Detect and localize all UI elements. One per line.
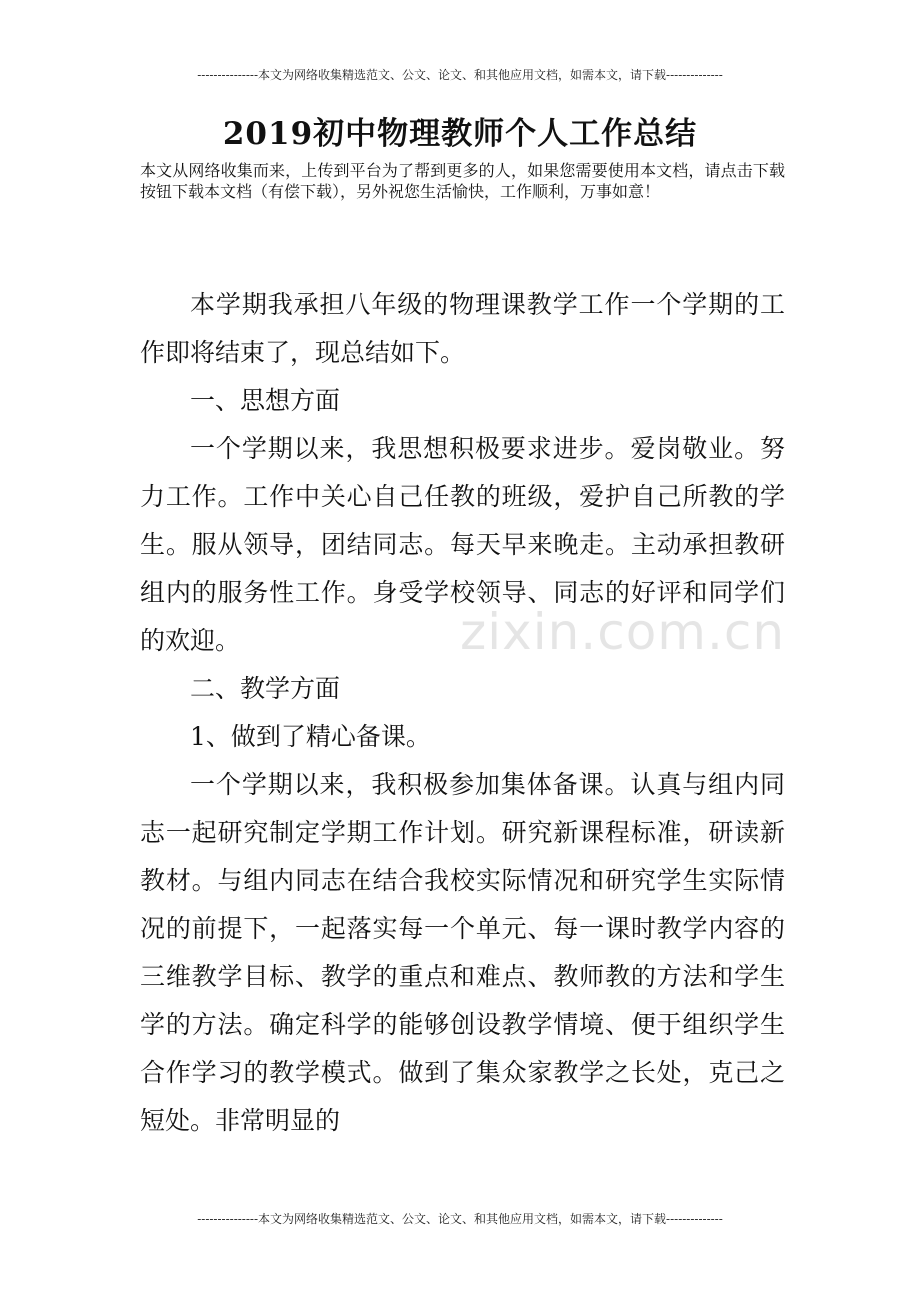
section-heading-thought: 一、思想方面 [190,386,341,415]
header-download-note: ---------------本文为网络收集精选范文、公文、论文、和其他应用文档，如需本文，请下载-------------- [197,68,723,82]
subsection-heading: 1、做到了精心备课。 [190,722,431,751]
intro-notice: 本文从网络收集而来，上传到平台为了帮到更多的人，如果您需要使用本文档，请点击下载按钮下载本文档（有偿下载），另外祝您生活愉快，工作顺利，万事如意！ [140,161,785,201]
body-paragraph: 一个学期以来，我思想积极要求进步。爱岗敬业。努力工作。工作中关心自己任教的班级，爱护自己所教的学生。服从领导，团结同志。每天早来晚走。主动承担教研组内的服务性工作。身受学校领导、同志的好评和同学们的欢迎。 [140,434,785,655]
document-body [140,281,785,1145]
section-heading-teaching: 二、教学方面 [190,674,341,703]
document-title: 2019初中物理教师个人工作总结 [222,116,698,152]
footer-download-note: ---------------本文为网络收集精选范文、公文、论文、和其他应用文档，如需本文，请下载-------------- [197,1212,723,1226]
body-paragraph: 一个学期以来，我积极参加集体备课。认真与组内同志一起研究制定学期工作计划。研究新课程标准，研读新教材。与组内同志在结合我校实际情况和研究学生实际情况的前提下，一起落实每一个单元、每一课时教学内容的三维教学目标、教学的重点和难点、教师教的方法和学生学的方法。确定科学的能够创设教学情境、便于组织学生合作学习的教学模式。做到了集众家教学之长处，克己之短处。非常明显的 [140,770,785,1135]
site-watermark: zixin.com.cn [460,603,786,661]
body-paragraph: 本学期我承担八年级的物理课教学工作一个学期的工作即将结束了，现总结如下。 [140,290,785,367]
